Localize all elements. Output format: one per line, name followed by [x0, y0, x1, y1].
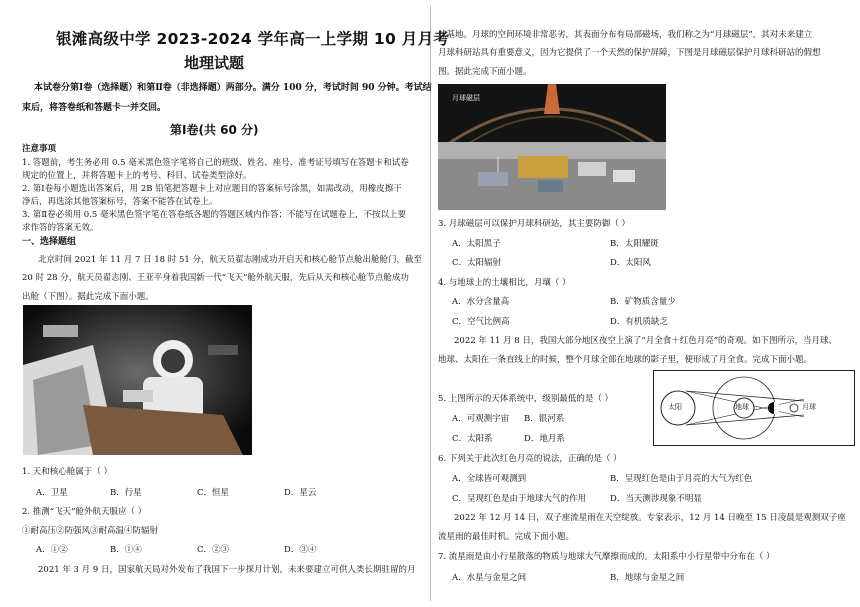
notes-item: 1. 答题前，考生务必用 0.5 毫米黑色签字笔将自己的班级、姓名、座号、准考证号填写在答题卡和试卷 — [22, 158, 409, 168]
exam-title: 银滩高级中学 2023-2024 学年高一上学期 10 月月考 — [56, 30, 450, 48]
q7-stem: 7. 流星雨是由小行星散落的物质与地球大气摩擦而成的。太阳系中小行星带中分布在（ ） — [438, 552, 775, 562]
q3-stem: 3. 月球磁层可以保护月球科研站，其主要防御（ ） — [438, 219, 631, 229]
passage2-line: 2021 年 3 月 9 日，国家航天局对外发布了我国下一步探月计划，未来要建立可供人类长期驻留的月 — [38, 565, 416, 575]
notes-item: 规定的位置上，并将答题卡上的考号、科目、试卷类型涂好。 — [22, 171, 252, 181]
eclipse-diagram — [653, 370, 855, 446]
notes-heading: 注意事项 — [22, 144, 57, 154]
q2-option-b: B．①④ — [110, 545, 142, 555]
passage1-line: 北京时间 2021 年 11 月 7 日 18 时 51 分，航天员翟志刚成功开启天和核心舱节点舱出舱舱门，截至 — [38, 255, 423, 265]
passage3-line: 地球、太阳在一条直线上的时候，整个月球全部在地球的影子里，便形成了月全食。完成下面小题。 — [438, 355, 813, 365]
earth-label: 地球 — [735, 403, 749, 411]
intro-line-2: 束后，将答卷纸和答题卡一并交回。 — [22, 103, 167, 113]
passage3-line: 2022 年 11 月 8 日，我国大部分地区夜空上演了“月全食＋红色月亮”的奇观。如下图所示，当月球、 — [454, 336, 838, 346]
q2-items: ①耐高压②防强风③耐高温④防辐射 — [22, 526, 159, 536]
notes-item: 2. 第Ⅰ卷每小题选出答案后，用 2B 铅笔把答题卡上对应题目的答案标号涂黑，如需改动，用橡皮擦干 — [22, 184, 402, 194]
q4-option-b: B．矿物质含量少 — [610, 297, 676, 307]
q6-option-c: C．呈现红色是由于地球大气的作用 — [452, 494, 587, 504]
passage2-line: 月球科研站具有重要意义，因为它提供了一个天然的保护屏障，下图是月球磁层保护月球科研站的假想 — [438, 48, 821, 58]
q5-option-d: D．地月系 — [524, 434, 565, 444]
section-heading: 一、选择题组 — [22, 237, 77, 247]
figure-label: 月球磁层 — [452, 94, 480, 102]
intro-line-1: 本试卷分第Ⅰ卷（选择题）和第Ⅱ卷（非选择题）两部分。满分 100 分，考试时间 90 分钟。考试结 — [34, 83, 432, 93]
q5-option-c: C．太阳系 — [452, 434, 493, 444]
moon-base-figure — [438, 84, 666, 210]
astronaut-photo — [23, 305, 252, 455]
exam-subject-title: 地理试题 — [184, 54, 245, 72]
q4-option-d: D．有机质缺乏 — [610, 317, 668, 327]
q1-option-d: D．星云 — [284, 488, 317, 498]
notes-item: 求作答的答案无效。 — [22, 223, 99, 233]
q2-option-d: D．③④ — [284, 545, 317, 555]
passage2-line: 球基地。月球的空间环境非常恶劣，其表面分布有局部磁场，我们称之为“月球磁层”，其对未来建立 — [438, 30, 813, 40]
q4-stem: 4. 与地球上的土壤相比，月壤（ ） — [438, 278, 571, 288]
q6-stem: 6. 下列关于此次红色月亮的说法，正确的是（ ） — [438, 454, 622, 464]
sun-label: 太阳 — [668, 403, 682, 411]
q2-option-c: C．②③ — [197, 545, 230, 555]
q6-option-d: D．当天测涉现象不明显 — [610, 494, 702, 504]
q6-option-a: A．全球皆可观测到 — [452, 474, 527, 484]
q1-option-a: A．卫星 — [36, 488, 68, 498]
passage4-line: 流星雨的最佳时机。完成下面小题。 — [438, 532, 575, 542]
q3-option-d: D．太阳风 — [610, 258, 651, 268]
q3-option-a: A．太阳黑子 — [452, 239, 501, 249]
passage1-line: 20 时 28 分，航天员翟志刚、王亚平身着我国新一代“飞天”舱外航天服，先后从天和核心舱节点舱成功 — [22, 273, 409, 283]
notes-item: 净后，再选涂其他答案标号，答案不能答在试卷上。 — [22, 197, 218, 207]
q1-stem: 1. 天和核心舱属于（ ） — [22, 467, 113, 477]
q5-stem: 5. 上图所示的天体系统中，级别最低的是（ ） — [438, 394, 614, 404]
q5-option-b: B．银河系 — [524, 414, 565, 424]
q2-stem: 2. 推测“飞天”舱外航天服应（ ） — [22, 507, 147, 517]
q4-option-a: A．水分含量高 — [452, 297, 510, 307]
q4-option-c: C．空气比例高 — [452, 317, 510, 327]
q5-option-a: A．可观测宇宙 — [452, 414, 510, 424]
passage2-line: 图。据此完成下面小题。 — [438, 67, 532, 77]
moon-label: 月球 — [802, 403, 816, 411]
q7-option-a: A．水星与金星之间 — [452, 573, 527, 583]
q1-option-b: B．行星 — [110, 488, 142, 498]
q6-option-b: B．呈现红色是由于月亮的大气为红色 — [610, 474, 753, 484]
passage4-line: 2022 年 12 月 14 日，双子座流星雨在天空绽放。专家表示，12 月 14 日晚至 15 日凌晨是观测双子座 — [454, 513, 846, 523]
q3-option-b: B．太阳耀斑 — [610, 239, 659, 249]
notes-item: 3. 第Ⅱ卷必须用 0.5 毫米黑色签字笔在答卷纸各题的答题区域内作答；不能写在试题卷上，不按以上要 — [22, 210, 407, 220]
part1-title: 第Ⅰ卷(共 60 分) — [170, 123, 259, 137]
q3-option-c: C．太阳辐射 — [452, 258, 502, 268]
column-divider — [430, 6, 431, 601]
q7-option-b: B．地球与金星之间 — [610, 573, 685, 583]
q1-option-c: C．恒星 — [197, 488, 230, 498]
passage1-line: 出舱（下图）。据此完成下面小题。 — [22, 292, 154, 302]
q2-option-a: A．①② — [36, 545, 68, 555]
